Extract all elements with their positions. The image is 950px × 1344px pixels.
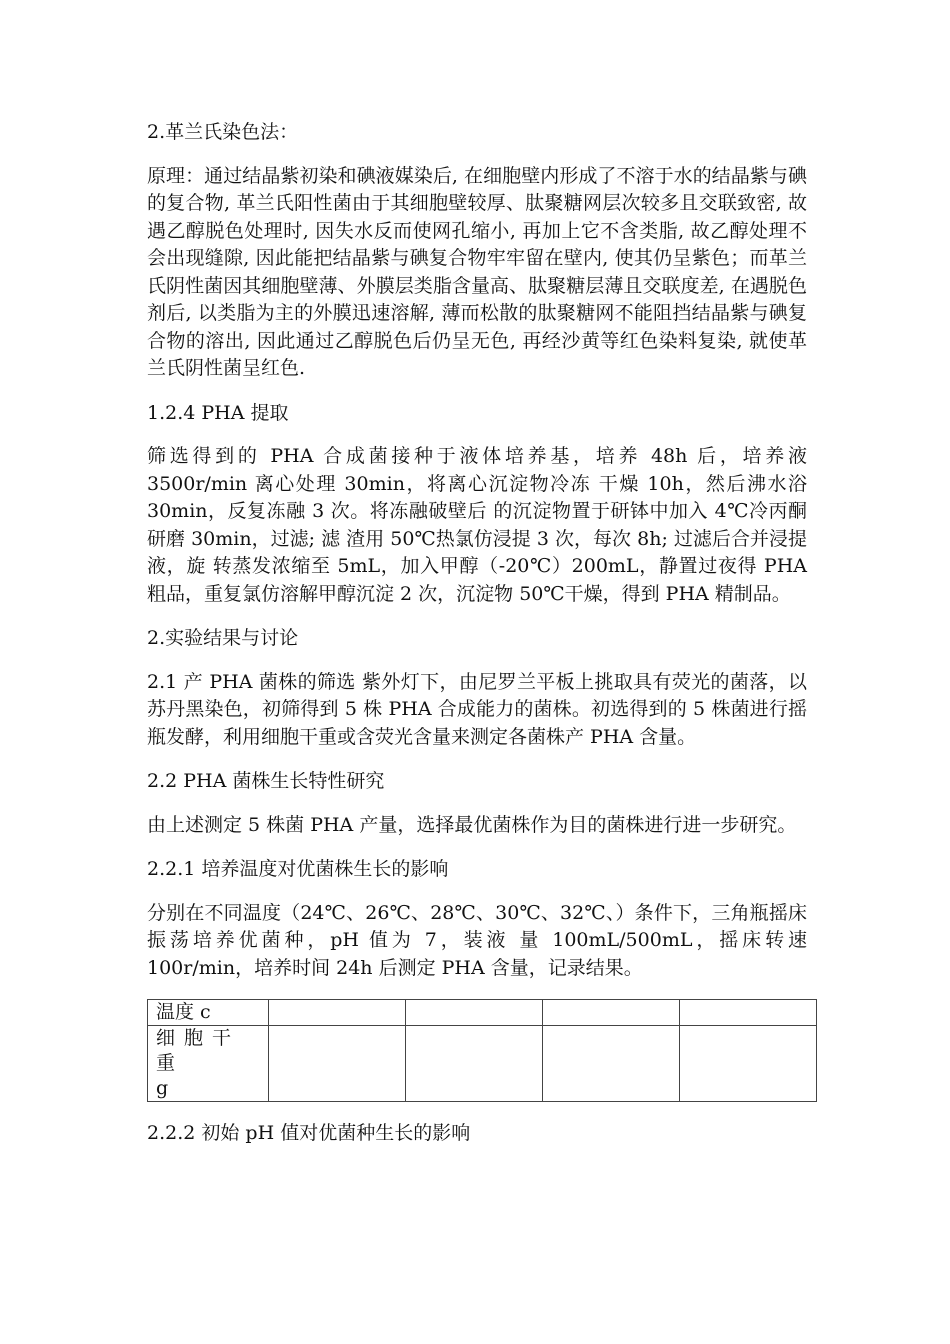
section-heading-temperature: 2.2.1 培养温度对优菌株生长的影响: [147, 858, 449, 880]
table-cell: [680, 1000, 817, 1026]
paragraph-pha-extraction: 筛选得到的 PHA 合成菌接种于液体培养基，培养 48h 后，培养液 3500r/min 离心处理 30min，将离心沉淀物冷冻 干燥 10h，然后沸水浴 30min，反复冻融 3 次。将冻融破壁后 的沉淀物置于研钵中加入 4℃冷丙酮研磨 30min，过滤; 滤 渣用 50℃热氯仿浸提 3 次，每次 8h; 过滤后合并浸提液，旋 转蒸发浓缩至 5mL，加入甲醇（-20℃）200mL，静置过夜得 PHA 粗品，重复氯仿溶解甲醇沉淀 2 次，沉淀物 50℃干燥，得到 PHA 精制品。: [147, 445, 807, 605]
document-body: [147, 119, 807, 1164]
results-table: [147, 999, 817, 1102]
table-cell: [543, 1026, 680, 1102]
paragraph-strain-selection: 由上述测定 5 株菌 PHA 产量，选择最优菌株作为目的菌株进行进一步研究。: [147, 813, 797, 836]
table-label-dry-weight: [148, 1026, 269, 1102]
table-label-dry-weight-line2: g: [156, 1077, 169, 1099]
section-heading-results: 2.实验结果与讨论: [147, 627, 299, 649]
table-cell: [406, 1026, 543, 1102]
table-cell: [269, 1000, 406, 1026]
paragraph-gram-principle: 原理：通过结晶紫初染和碘液媒染后, 在细胞壁内形成了不溶于水的结晶紫与碘的复合物, 革兰氏阳性菌由于其细胞壁较厚、肽聚糖网层次较多且交联致密, 故遇乙醇脱色处理时, 因失水反而使网孔缩小, 再加上它不含类脂, 故乙醇处理不会出现缝隙, 因此能把结晶紫与碘复合物牢牢留在壁内, 使其仍呈紫色；而革兰氏阴性菌因其细胞壁薄、外膜层类脂含量高、肽聚糖层薄且交联度差, 在遇脱色剂后, 以类脂为主的外膜迅速溶解, 薄而松散的肽聚糖网不能阻挡结晶紫与碘复合物的溶出, 因此通过乙醇脱色后仍呈无色, 再经沙黄等红色染料复染, 就使革兰氏阴性菌呈红色.: [147, 164, 807, 379]
paragraph-temperature-method: 分别在不同温度（24℃、26℃、28℃、30℃、32℃、）条件下，三角瓶摇床振荡培养优菌种，pH 值为 7，装液 量 100mL/500mL，摇床转速 100r/min，培养时间 24h 后测定 PHA 含量，记录结果。: [147, 901, 807, 979]
table-cell: [680, 1026, 817, 1102]
table-label-dry-weight-line1: 细胞干重: [156, 1027, 241, 1074]
table-cell: [269, 1026, 406, 1102]
table-cell: [406, 1000, 543, 1026]
section-heading-gram-stain: 2.革兰氏染色法：: [147, 121, 299, 143]
table-label-temperature: 温度 c: [148, 1000, 269, 1026]
paragraph-strain-screening: 2.1 产 PHA 菌株的筛选 紫外灯下，由尼罗兰平板上挑取具有荧光的菌落，以 苏丹黑染色，初筛得到 5 株 PHA 合成能力的菌株。初选得到的 5 株菌进行摇瓶发酵，利用细胞干重或含荧光含量来测定各菌株产 PHA 含量。: [147, 670, 807, 748]
section-heading-pha-extraction: 1.2.4 PHA 提取: [147, 401, 289, 424]
section-heading-initial-ph: 2.2.2 初始 pH 值对优菌种生长的影响: [147, 1122, 471, 1144]
table-row: [148, 1026, 817, 1102]
section-heading-growth-study: 2.2 PHA 菌株生长特性研究: [147, 770, 385, 792]
table-row: [148, 1000, 817, 1026]
table-cell: [543, 1000, 680, 1026]
